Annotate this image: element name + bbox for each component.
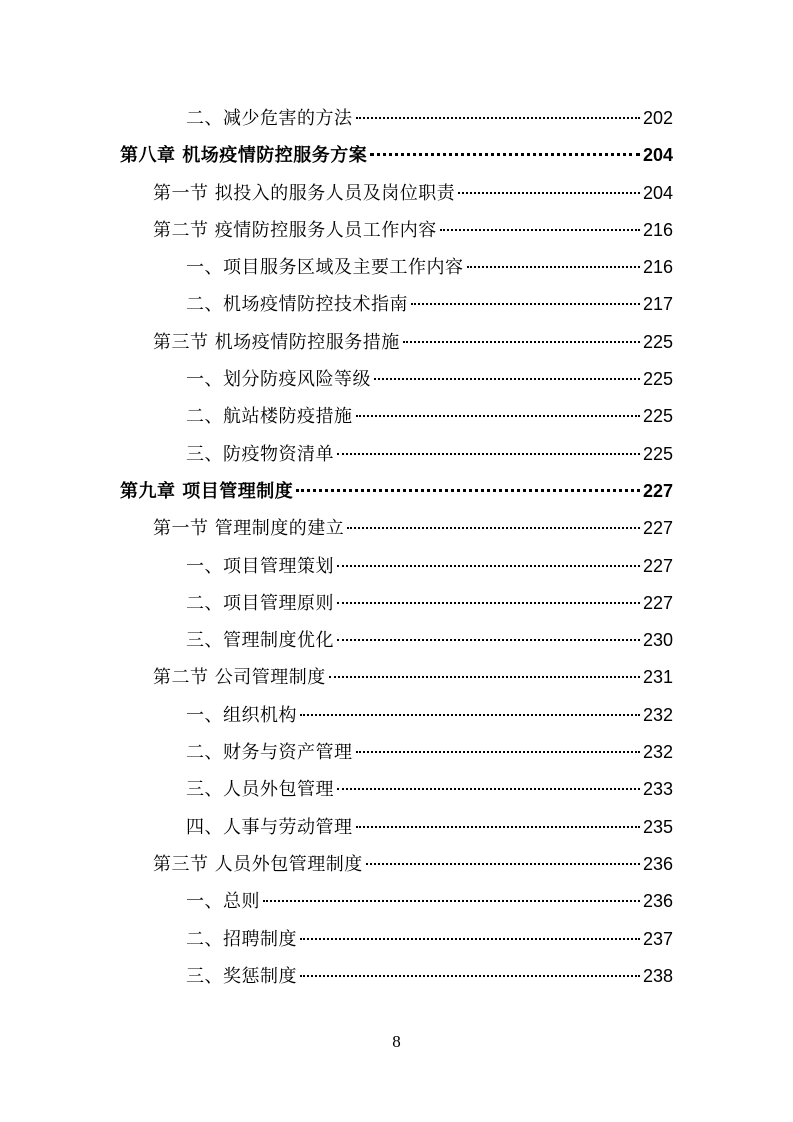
toc-entry-title: 四、人事与劳动管理 <box>186 816 353 838</box>
toc-entry-page: 225 <box>642 406 673 427</box>
toc-dot-leader <box>403 341 640 343</box>
toc-dot-leader <box>337 639 640 641</box>
toc-section-entry[interactable] <box>0 175 793 212</box>
toc-dot-leader <box>337 565 640 567</box>
toc-dot-leader <box>337 602 640 604</box>
toc-entry-page: 227 <box>642 480 673 501</box>
toc-chapter-entry[interactable] <box>0 473 793 510</box>
table-of-contents <box>0 100 793 995</box>
toc-entry-page: 225 <box>642 331 673 352</box>
toc-dot-leader <box>356 826 640 828</box>
toc-entry-title: 第三节 机场疫情防控服务措施 <box>153 331 400 353</box>
toc-entry-page: 204 <box>642 182 673 203</box>
toc-dot-leader <box>458 192 640 194</box>
toc-dot-leader <box>356 415 640 417</box>
toc-entry-title: 三、人员外包管理 <box>186 779 334 801</box>
toc-entry-page: 238 <box>642 965 673 986</box>
toc-entry-page: 225 <box>642 369 673 390</box>
toc-subsection-entry[interactable] <box>0 697 793 734</box>
toc-section-entry[interactable] <box>0 510 793 547</box>
toc-dot-leader <box>337 788 640 790</box>
toc-subsection-entry[interactable] <box>0 771 793 808</box>
toc-subsection-entry[interactable] <box>0 585 793 622</box>
toc-section-entry[interactable] <box>0 659 793 696</box>
toc-dot-leader <box>370 153 640 156</box>
toc-subsection-entry[interactable] <box>0 548 793 585</box>
toc-entry-title: 第八章 机场疫情防控服务方案 <box>120 145 368 167</box>
toc-entry-title: 二、项目管理原则 <box>186 592 334 614</box>
toc-subsection-entry[interactable] <box>0 436 793 473</box>
toc-subsection-entry[interactable] <box>0 958 793 995</box>
toc-section-entry[interactable] <box>0 846 793 883</box>
toc-dot-leader <box>337 453 640 455</box>
toc-entry-page: 202 <box>642 108 673 128</box>
toc-entry-page: 233 <box>642 779 673 800</box>
toc-section-entry[interactable] <box>0 324 793 361</box>
toc-entry-title: 一、总则 <box>186 891 260 913</box>
toc-entry-title: 一、划分防疫风险等级 <box>186 369 371 391</box>
toc-entry-page: 236 <box>642 853 673 874</box>
toc-subsection-entry[interactable] <box>0 921 793 958</box>
toc-entry-page: 237 <box>642 928 673 949</box>
toc-dot-leader <box>356 117 640 119</box>
toc-entry-page: 232 <box>642 742 673 763</box>
toc-dot-leader <box>296 489 640 492</box>
toc-chapter-entry[interactable] <box>0 137 793 174</box>
toc-entry-page: 232 <box>642 704 673 725</box>
toc-entry-title: 一、项目管理策划 <box>186 555 334 577</box>
toc-subsection-entry[interactable] <box>0 361 793 398</box>
toc-entry-page: 227 <box>642 592 673 613</box>
toc-entry-title: 二、机场疫情防控技术指南 <box>186 294 408 316</box>
toc-entry-page: 216 <box>642 257 673 278</box>
toc-entry-page: 227 <box>642 518 673 539</box>
toc-entry-title: 三、管理制度优化 <box>186 630 334 652</box>
toc-entry-title: 三、防疫物资清单 <box>186 443 334 465</box>
toc-subsection-entry[interactable] <box>0 286 793 323</box>
toc-dot-leader <box>300 938 640 940</box>
toc-dot-leader <box>366 863 640 865</box>
toc-entry-page: 217 <box>642 294 673 315</box>
toc-subsection-entry[interactable] <box>0 809 793 846</box>
toc-entry-title: 第一节 管理制度的建立 <box>153 518 345 540</box>
toc-entry-page: 236 <box>642 891 673 912</box>
toc-entry-title: 第九章 项目管理制度 <box>120 480 294 502</box>
toc-entry-title: 三、奖惩制度 <box>186 965 297 987</box>
toc-entry-title: 一、项目服务区域及主要工作内容 <box>186 257 464 279</box>
page-number: 8 <box>392 1032 401 1051</box>
toc-entry-page: 230 <box>642 630 673 651</box>
toc-entry-page: 225 <box>642 443 673 464</box>
toc-entry-title: 一、组织机构 <box>186 704 297 726</box>
toc-dot-leader <box>300 975 640 977</box>
toc-subsection-entry[interactable] <box>0 883 793 920</box>
toc-entry-title: 第二节 公司管理制度 <box>153 667 326 689</box>
toc-dot-leader <box>300 714 640 716</box>
toc-entry-page: 235 <box>642 816 673 837</box>
toc-entry-title: 二、减少危害的方法 <box>186 108 353 129</box>
toc-entry-title: 第一节 拟投入的服务人员及岗位职责 <box>153 182 456 204</box>
toc-subsection-entry[interactable] <box>0 100 793 137</box>
toc-entry-page: 204 <box>642 145 673 166</box>
toc-entry-page: 231 <box>642 667 673 688</box>
toc-dot-leader <box>411 303 640 305</box>
toc-dot-leader <box>374 378 640 380</box>
toc-entry-title: 二、财务与资产管理 <box>186 742 353 764</box>
toc-subsection-entry[interactable] <box>0 622 793 659</box>
toc-subsection-entry[interactable] <box>0 398 793 435</box>
toc-dot-leader <box>356 751 640 753</box>
toc-subsection-entry[interactable] <box>0 734 793 771</box>
toc-dot-leader <box>329 676 640 678</box>
toc-dot-leader <box>263 900 640 902</box>
toc-section-entry[interactable] <box>0 212 793 249</box>
toc-entry-title: 第三节 人员外包管理制度 <box>153 853 363 875</box>
toc-entry-title: 二、招聘制度 <box>186 928 297 950</box>
toc-entry-title: 第二节 疫情防控服务人员工作内容 <box>153 219 437 241</box>
toc-dot-leader <box>347 527 640 529</box>
toc-entry-page: 227 <box>642 555 673 576</box>
toc-subsection-entry[interactable] <box>0 249 793 286</box>
toc-dot-leader <box>467 266 640 268</box>
toc-entry-page: 216 <box>642 219 673 240</box>
toc-entry-title: 二、航站楼防疫措施 <box>186 406 353 428</box>
toc-dot-leader <box>440 229 640 231</box>
